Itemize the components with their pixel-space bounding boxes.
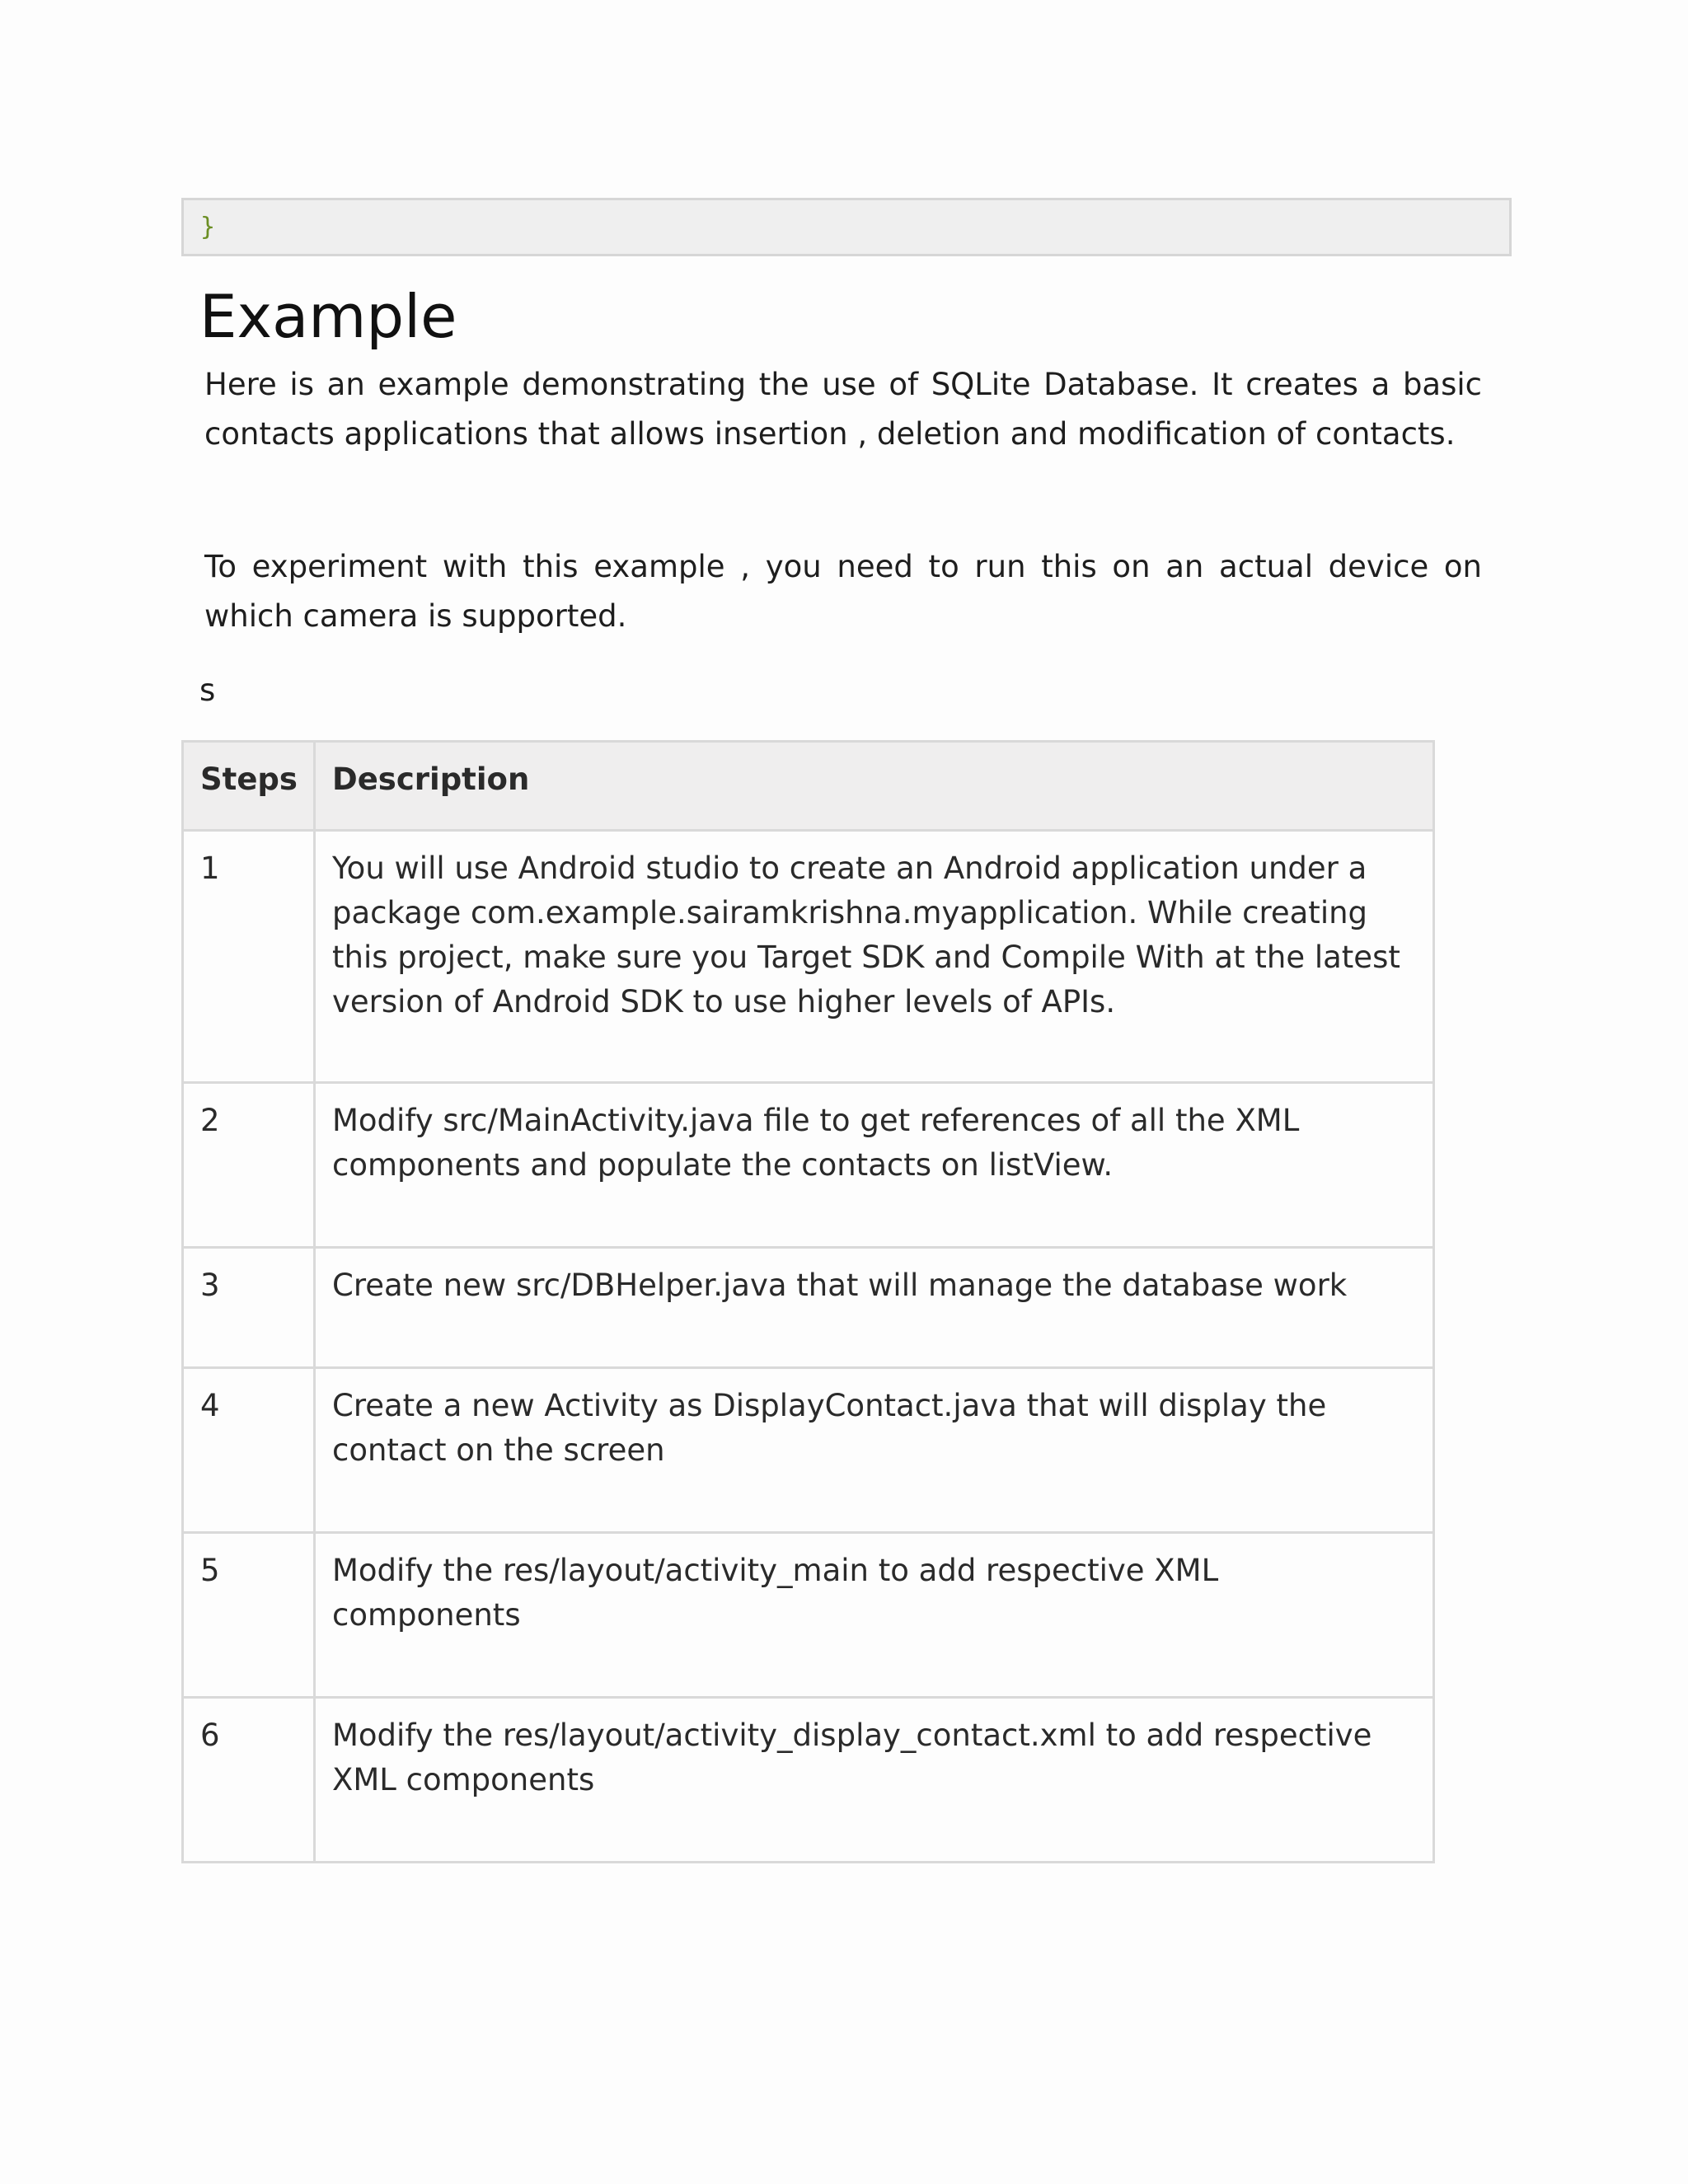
steps-table	[181, 740, 1435, 1863]
header-description: Description	[315, 742, 1434, 831]
code-text: }	[200, 213, 216, 241]
table-header-row	[183, 742, 1434, 831]
code-block	[181, 198, 1512, 256]
step-description: Create a new Activity as DisplayContact.java that will display the contact on the screen	[315, 1368, 1434, 1533]
experiment-paragraph: To experiment with this example , you need to run this on an actual device on which camera is supported.	[204, 549, 1482, 634]
header-steps: Steps	[183, 742, 315, 831]
step-description: Create new src/DBHelper.java that will manage the database work	[315, 1248, 1434, 1368]
step-description: Modify the res/layout/activity_main to add respective XML components	[315, 1533, 1434, 1698]
section-heading: Example	[199, 282, 457, 351]
intro-paragraph: Here is an example demonstrating the use of SQLite Database. It creates a basic contacts applications that allows insertion , deletion and modification of contacts.	[204, 367, 1482, 452]
step-number: 5	[183, 1533, 315, 1698]
step-number: 3	[183, 1248, 315, 1368]
step-description: Modify src/MainActivity.java file to get references of all the XML components and populate the contacts on listView.	[315, 1083, 1434, 1248]
table-row	[183, 1533, 1434, 1698]
step-number: 6	[183, 1698, 315, 1863]
table-row	[183, 1368, 1434, 1533]
step-description: Modify the res/layout/activity_display_contact.xml to add respective XML components	[315, 1698, 1434, 1863]
step-number: 1	[183, 831, 315, 1083]
step-description: You will use Android studio to create an Android application under a package com.example.sairamkrishna.myapplication. While creating this project, make sure you Target SDK and Compile With at the latest version of Android SDK to use higher levels of APIs.	[315, 831, 1434, 1083]
step-number: 2	[183, 1083, 315, 1248]
table-row	[183, 1248, 1434, 1368]
step-number: 4	[183, 1368, 315, 1533]
table-row	[183, 1083, 1434, 1248]
table-row	[183, 831, 1434, 1083]
stray-text: s	[199, 673, 216, 708]
table-row	[183, 1698, 1434, 1863]
